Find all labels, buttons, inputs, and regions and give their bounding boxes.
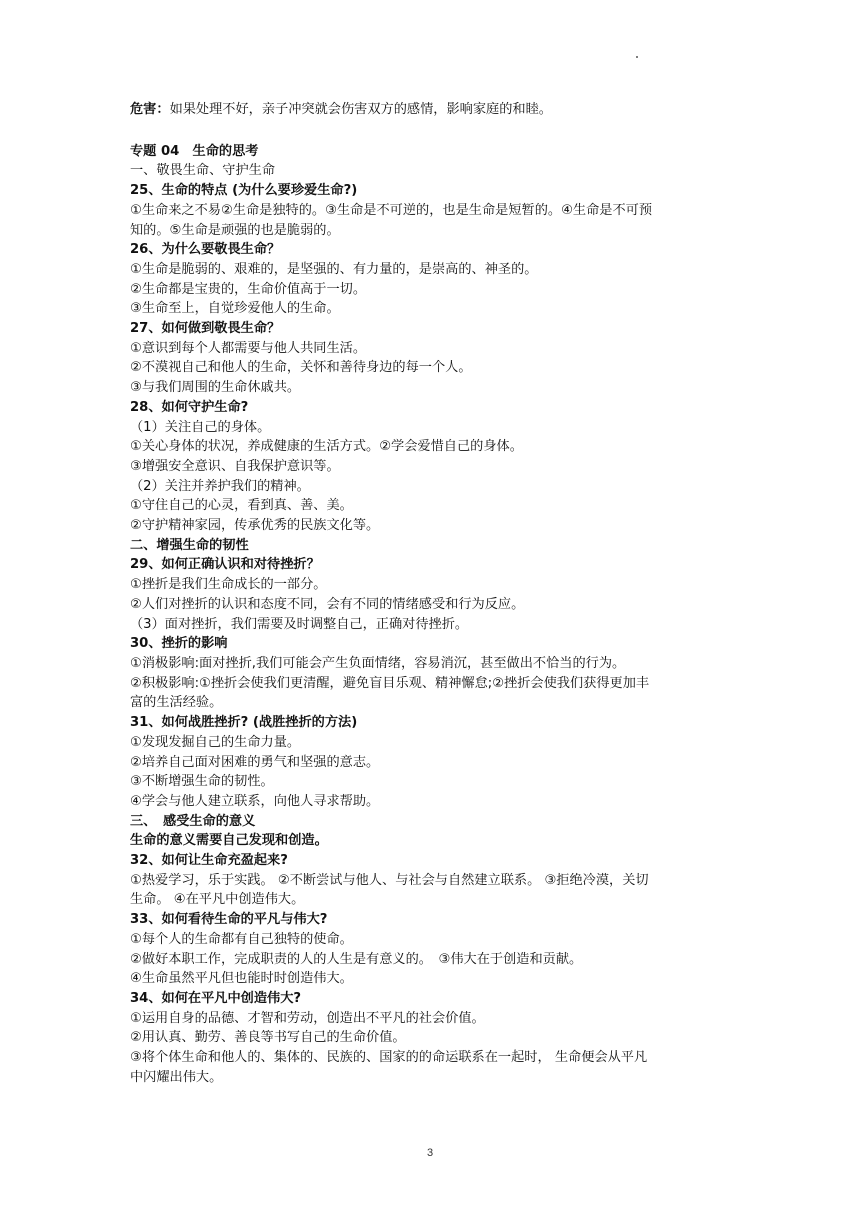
answer-line: ③不断增强生命的韧性。 xyxy=(130,774,274,790)
question-heading: 29、如何正确认识和对待挫折？ xyxy=(130,557,320,573)
question-heading: 26、为什么要敬畏生命？ xyxy=(130,242,281,258)
answer-line: ①生命来之不易②生命是独特的。③生命是不可逆的，也是生命是短暂的。④生命是不可预 xyxy=(130,202,653,218)
answer-line: ①每个人的生命都有自己独特的使命。 xyxy=(130,931,353,947)
answer-line: ①消极影响:面对挫折,我们可能会产生负面情绪，容易消沉，甚至做出不恰当的行为。 xyxy=(130,655,626,671)
answer-line: ④生命虽然平凡但也能时时创造伟大。 xyxy=(130,971,353,987)
answer-line: ①发现发掘自己的生命力量。 xyxy=(130,734,301,750)
answer-line: ①守住自己的心灵，看到真、善、美。 xyxy=(130,498,353,514)
answer-line: ①挫折是我们生命成长的一部分。 xyxy=(130,577,327,593)
question-heading: 33、如何看待生命的平凡与伟大? xyxy=(130,912,328,928)
question-heading: 28、如何守护生命? xyxy=(130,399,249,415)
question-heading: 31、如何战胜挫折? (战胜挫折的方法) xyxy=(130,715,358,731)
harm-text: 如果处理不好，亲子冲突就会伤害双方的感情，影响家庭的和睦。 xyxy=(169,102,552,117)
page-content xyxy=(130,100,740,1087)
answer-line: ②不漠视自己和他人的生命，关怀和善待身边的每一个人。 xyxy=(130,360,472,376)
answer-line: ②守护精神家园，传承优秀的民族文化等。 xyxy=(130,518,380,534)
answer-line: （1）关注自己的身体。 xyxy=(130,419,271,435)
answer-line: （2）关注并养护我们的精神。 xyxy=(130,478,310,494)
answer-line: ②做好本职工作，完成职责的人的人生是有意义的。 ③伟大在于创造和贡献。 xyxy=(130,951,583,967)
question-heading: 34、如何在平凡中创造伟大? xyxy=(130,990,302,1006)
answer-line: 生命。 ④在平凡中创造伟大。 xyxy=(130,892,305,908)
section-heading: 二、增强生命的韧性 xyxy=(130,537,249,553)
answer-line: ①运用自身的品德、才智和劳动，创造出不平凡的社会价值。 xyxy=(130,1010,485,1026)
answer-line: ②用认真、勤劳、善良等书写自己的生命价值。 xyxy=(130,1030,406,1046)
answer-line: 富的生活经验。 xyxy=(130,695,223,711)
answer-line: 知的。⑤生命是顽强的也是脆弱的。 xyxy=(130,222,340,238)
answer-line: ③与我们周围的生命休戚共。 xyxy=(130,380,301,396)
answer-line: ③将个体生命和他人的、集体的、民族的、国家的的命运联系在一起时， 生命便会从平凡 xyxy=(130,1050,648,1066)
section-heading: 三、 感受生命的意义 xyxy=(130,813,256,829)
question-heading: 32、如何让生命充盈起来? xyxy=(130,853,288,869)
question-heading: 27、如何做到敬畏生命？ xyxy=(130,321,281,337)
topic-title: 专题 04 生命的思考 xyxy=(130,143,259,159)
answer-line: ②生命都是宝贵的，生命价值高于一切。 xyxy=(130,281,367,297)
harm-label: 危害： xyxy=(130,102,170,117)
answer-line: 中闪耀出伟大。 xyxy=(130,1069,223,1085)
answer-line: ①关心身体的状况，养成健康的生活方式。②学会爱惜自己的身体。 xyxy=(130,439,523,455)
answer-line: ③生命至上，自觉珍爱他人的生命。 xyxy=(130,301,340,317)
answer-line: ③增强安全意识、自我保护意识等。 xyxy=(130,458,340,474)
answer-line: ②积极影响:①挫折会使我们更清醒，避免盲目乐观、精神懈怠;②挫折会使我们获得更加丰 xyxy=(130,675,650,691)
answer-line: ①热爱学习，乐于实践。 ②不断尝试与他人、与社会与自然建立联系。 ③拒绝冷漠，关切 xyxy=(130,872,649,888)
answer-line: ②培养自己面对困难的勇气和坚强的意志。 xyxy=(130,754,380,770)
section-subheading: 生命的意义需要自己发现和创造。 xyxy=(130,833,328,849)
header-mark xyxy=(636,56,638,58)
answer-line: ①意识到每个人都需要与他人共同生活。 xyxy=(130,340,367,356)
answer-line: ①生命是脆弱的、艰难的，是坚强的、有力量的，是崇高的、神圣的。 xyxy=(130,261,538,277)
harm-paragraph xyxy=(130,100,740,120)
question-heading: 25、生命的特点 (为什么要珍爱生命?) xyxy=(130,183,358,199)
answer-line: （3）面对挫折，我们需要及时调整自己，正确对待挫折。 xyxy=(130,616,469,632)
answer-line: ②人们对挫折的认识和态度不同，会有不同的情绪感受和行为反应。 xyxy=(130,596,525,612)
answer-line: ④学会与他人建立联系，向他人寻求帮助。 xyxy=(130,793,380,809)
section-heading: 一、敬畏生命、守护生命 xyxy=(130,163,276,179)
question-heading: 30、挫折的影响 xyxy=(130,636,228,652)
page-number: 3 xyxy=(426,1147,434,1159)
